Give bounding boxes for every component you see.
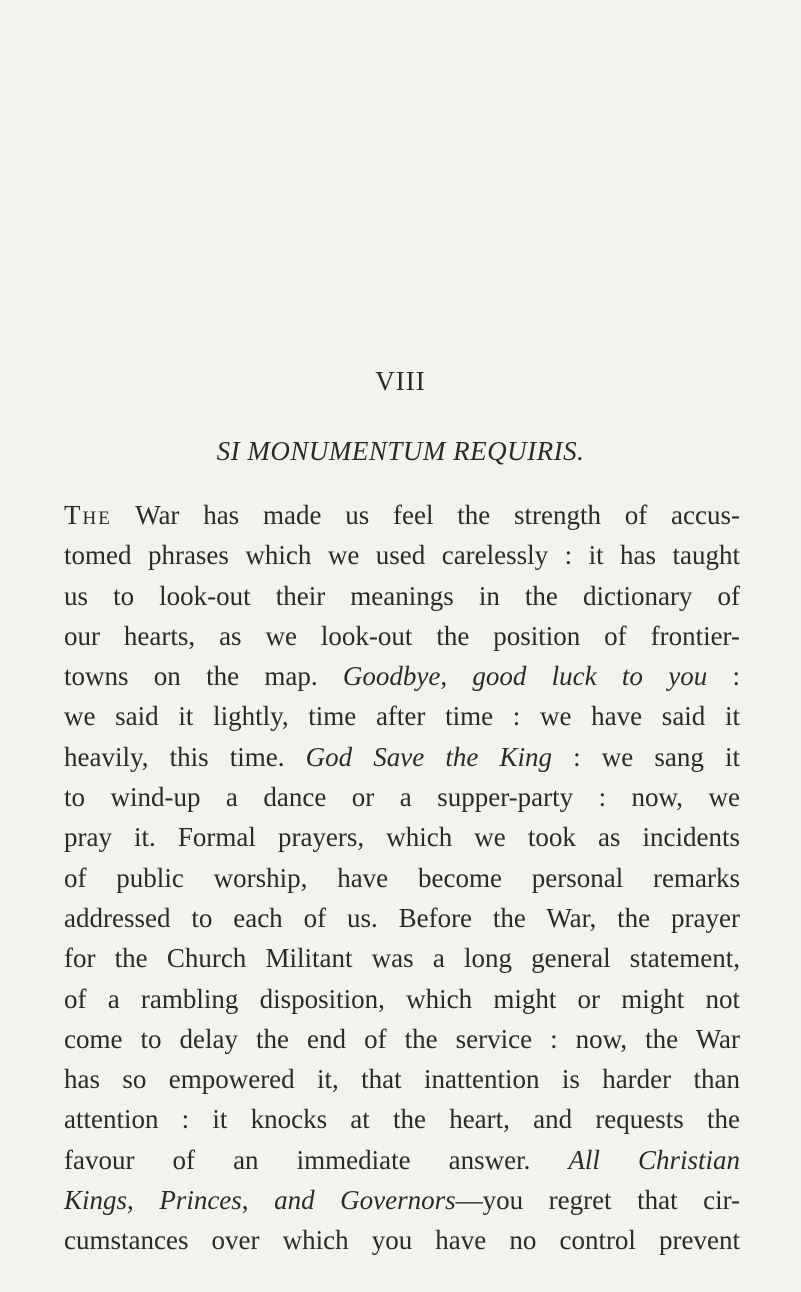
- text-run: heavily, this time.: [64, 741, 306, 772]
- text-run: favour of an immediate answer.: [64, 1144, 569, 1175]
- italic-text: Kings: [64, 1185, 128, 1216]
- text-line: [64, 1180, 740, 1220]
- text-run: cumstances over which you have no control prevent: [64, 1225, 740, 1256]
- text-run: War has made us feel the strength of accus-: [111, 500, 740, 530]
- text-run: : we sang it: [552, 741, 741, 772]
- text-line: [64, 1220, 740, 1260]
- text-run: :: [707, 661, 740, 692]
- text-line: [64, 535, 740, 575]
- text-run: ,: [127, 1185, 160, 1216]
- text-line: [64, 979, 740, 1019]
- text-run: towns on the map.: [64, 661, 343, 692]
- text-run: we said it lightly, time after time : we have said it: [64, 701, 740, 732]
- text-line: [64, 737, 740, 777]
- text-line: [64, 576, 740, 616]
- text-line: [64, 696, 740, 736]
- small-caps-text: The: [64, 500, 112, 530]
- italic-text: Goodbye: [342, 661, 441, 692]
- text-line: [64, 817, 740, 857]
- italic-text: Princes: [159, 1185, 242, 1216]
- text-run: addressed to each of us. Before the War, the prayer: [64, 902, 740, 933]
- italic-text: God Save the King: [305, 741, 552, 772]
- italic-text: and Governors: [274, 1185, 456, 1216]
- text-run: attention : it knocks at the heart, and requests the: [64, 1104, 740, 1135]
- text-line: [64, 656, 740, 696]
- text-line: [64, 1019, 740, 1059]
- chapter-number: VIII: [375, 366, 426, 396]
- text-run: to wind-up a dance or a supper-party : now, we: [64, 782, 740, 813]
- text-line: [64, 1099, 740, 1139]
- text-run: come to delay the end of the service : now, the War: [64, 1023, 740, 1054]
- text-line: [64, 616, 740, 656]
- text-run: for the Church Militant was a long general statement,: [64, 943, 740, 974]
- text-run: of public worship, have become personal remarks: [64, 862, 740, 893]
- text-line: [64, 858, 740, 898]
- text-run: us to look-out their meanings in the dictionary of: [64, 580, 740, 611]
- text-run: —you regret that cir-: [455, 1185, 741, 1216]
- text-run: of a rambling disposition, which might or might not: [64, 983, 740, 1014]
- text-run: our hearts, as we look-out the position of frontier-: [64, 620, 740, 651]
- text-run: pray it. Formal prayers, which we took as incidents: [64, 822, 740, 853]
- text-line: [64, 777, 740, 817]
- text-run: tomed phrases which we used carelessly : it has taught: [64, 540, 740, 571]
- text-line: [64, 495, 740, 535]
- italic-text: All Christian: [568, 1144, 740, 1175]
- text-line: [64, 938, 740, 978]
- text-line: [64, 1059, 740, 1099]
- chapter-title: SI MONUMENTUM REQUIRIS.: [216, 436, 585, 466]
- italic-text: good luck to you: [472, 661, 708, 692]
- text-run: ,: [241, 1185, 275, 1216]
- text-line: [64, 1140, 740, 1180]
- text-run: ,: [440, 661, 473, 692]
- body-paragraph: [64, 495, 740, 1261]
- text-line: [64, 898, 740, 938]
- text-run: has so empowered it, that inattention is harder than: [64, 1064, 740, 1095]
